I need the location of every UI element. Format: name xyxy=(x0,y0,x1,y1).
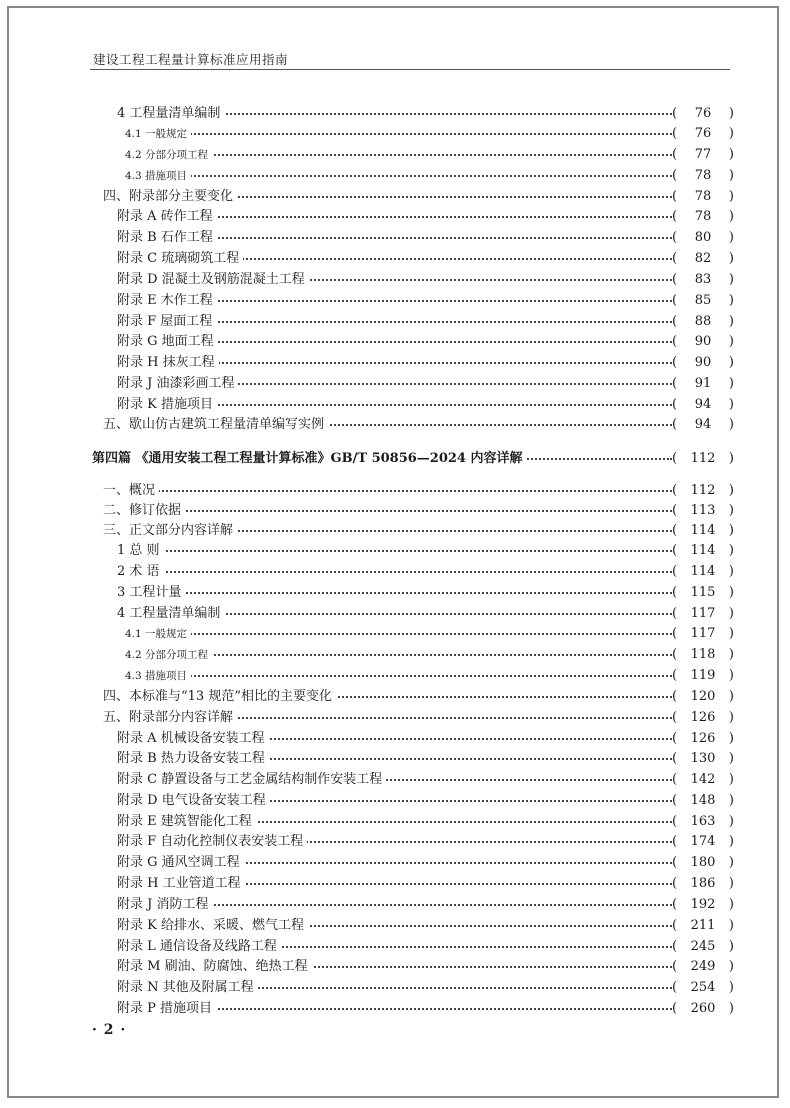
toc-entry xyxy=(0,395,790,415)
close-paren: ) xyxy=(728,710,734,725)
open-paren: ( xyxy=(672,647,678,662)
close-paren: ) xyxy=(728,897,734,912)
page-value: 120 xyxy=(690,689,716,704)
page-value: 76 xyxy=(694,126,712,141)
open-paren: ( xyxy=(672,564,678,579)
toc-page-number xyxy=(672,937,734,957)
toc-page-number xyxy=(672,415,734,435)
toc-entry xyxy=(0,270,790,290)
toc-entry-title: 第四篇 《通用安装工程工程量计算标准》GB/T 50856—2024 内容详解 xyxy=(92,449,527,469)
open-paren: ( xyxy=(672,710,678,725)
close-paren: ) xyxy=(728,334,734,349)
page-value: 80 xyxy=(694,230,712,245)
page-value: 90 xyxy=(694,355,712,370)
page-value: 126 xyxy=(690,710,716,725)
toc-page-number xyxy=(672,332,734,352)
toc-entry xyxy=(0,166,790,186)
toc-page-number xyxy=(672,270,734,290)
toc-entry-title: 附录 K 给排水、采暖、燃气工程 xyxy=(117,916,308,936)
toc-page-number xyxy=(672,708,734,728)
toc-entry-title: 附录 L 通信设备及线路工程 xyxy=(117,937,281,957)
close-paren: ) xyxy=(728,483,734,498)
toc-entry xyxy=(0,415,790,435)
toc-page-number xyxy=(672,449,734,469)
toc-entry xyxy=(0,937,790,957)
leader-dots xyxy=(125,133,672,135)
open-paren: ( xyxy=(672,1001,678,1016)
toc-page-number xyxy=(672,312,734,332)
page-value: 180 xyxy=(690,855,716,870)
page-value: 126 xyxy=(690,731,716,746)
toc-entry-title: 4.3 措施项目 xyxy=(125,166,191,186)
close-paren: ) xyxy=(728,668,734,683)
toc-page-number xyxy=(672,666,734,686)
toc-entry xyxy=(0,708,790,728)
close-paren: ) xyxy=(728,939,734,954)
open-paren: ( xyxy=(672,189,678,204)
toc-page-number xyxy=(672,521,734,541)
toc-page-number xyxy=(672,481,734,501)
close-paren: ) xyxy=(728,543,734,558)
open-paren: ( xyxy=(672,751,678,766)
toc-page-number xyxy=(672,978,734,998)
close-paren: ) xyxy=(728,855,734,870)
page-value: 118 xyxy=(690,647,716,662)
toc-entry xyxy=(0,999,790,1019)
page-value: 94 xyxy=(694,417,712,432)
page-value: 192 xyxy=(690,897,716,912)
open-paren: ( xyxy=(672,918,678,933)
toc-entry xyxy=(0,583,790,603)
leader-dots xyxy=(103,490,672,492)
toc-entry-title: 附录 M 刷油、防腐蚀、绝热工程 xyxy=(117,957,312,977)
close-paren: ) xyxy=(728,772,734,787)
open-paren: ( xyxy=(672,106,678,121)
page-value: 90 xyxy=(694,334,712,349)
toc-entry-title: 附录 D 混凝土及钢筋混凝土工程 xyxy=(117,270,309,290)
toc-entry xyxy=(0,957,790,977)
toc-entry xyxy=(0,978,790,998)
open-paren: ( xyxy=(672,959,678,974)
page-value: 186 xyxy=(690,876,716,891)
close-paren: ) xyxy=(728,1001,734,1016)
toc-entry xyxy=(0,521,790,541)
page-value: 115 xyxy=(690,585,716,600)
toc-entry-title: 附录 B 热力设备安装工程 xyxy=(117,749,269,769)
close-paren: ) xyxy=(728,314,734,329)
toc-entry-title: 4.2 分部分项工程 xyxy=(125,145,212,165)
toc-entry xyxy=(0,353,790,373)
toc-entry xyxy=(0,791,790,811)
toc-entry-title: 二、修订依据 xyxy=(103,501,185,521)
toc-page-number xyxy=(672,291,734,311)
running-header: 建设工程工程量计算标准应用指南 xyxy=(93,52,289,67)
toc-entry xyxy=(0,645,790,665)
toc-page-number xyxy=(672,104,734,124)
open-paren: ( xyxy=(672,834,678,849)
leader-dots xyxy=(117,592,672,594)
toc-entry-title: 三、正文部分内容详解 xyxy=(103,521,237,541)
open-paren: ( xyxy=(672,523,678,538)
toc-entry xyxy=(0,666,790,686)
open-paren: ( xyxy=(672,855,678,870)
toc-entry xyxy=(0,291,790,311)
toc-page-number xyxy=(672,374,734,394)
toc-entry-title: 四、附录部分主要变化 xyxy=(103,187,237,207)
toc-page-number xyxy=(672,874,734,894)
close-paren: ) xyxy=(728,251,734,266)
toc-entry xyxy=(0,249,790,269)
toc-entry-title: 四、本标准与“13 规范”相比的主要变化 xyxy=(103,687,336,707)
close-paren: ) xyxy=(728,918,734,933)
page-value: 94 xyxy=(694,397,712,412)
toc-page-number xyxy=(672,228,734,248)
toc-page-number xyxy=(672,395,734,415)
toc-entry xyxy=(0,207,790,227)
leader-dots xyxy=(125,675,672,677)
page-value: 174 xyxy=(690,834,716,849)
toc-entry xyxy=(0,124,790,144)
open-paren: ( xyxy=(672,230,678,245)
close-paren: ) xyxy=(728,209,734,224)
toc-entry-title: 附录 A 砖作工程 xyxy=(117,207,217,227)
close-paren: ) xyxy=(728,980,734,995)
close-paren: ) xyxy=(728,189,734,204)
toc-page-number xyxy=(672,353,734,373)
close-paren: ) xyxy=(728,376,734,391)
open-paren: ( xyxy=(672,668,678,683)
page-value: 78 xyxy=(694,168,712,183)
open-paren: ( xyxy=(672,731,678,746)
page-value: 260 xyxy=(690,1001,716,1016)
page-value: 117 xyxy=(690,626,716,641)
open-paren: ( xyxy=(672,397,678,412)
open-paren: ( xyxy=(672,314,678,329)
page-value: 163 xyxy=(690,814,716,829)
toc-entry-title: 4 工程量清单编制 xyxy=(117,604,224,624)
toc-page-number xyxy=(672,249,734,269)
close-paren: ) xyxy=(728,503,734,518)
open-paren: ( xyxy=(672,543,678,558)
open-paren: ( xyxy=(672,503,678,518)
toc-entry-title: 附录 F 自动化控制仪表安装工程 xyxy=(117,832,307,852)
toc-entry xyxy=(0,916,790,936)
close-paren: ) xyxy=(728,793,734,808)
close-paren: ) xyxy=(728,126,734,141)
page-value: 78 xyxy=(694,189,712,204)
open-paren: ( xyxy=(672,251,678,266)
toc-entry xyxy=(0,449,790,469)
close-paren: ) xyxy=(728,834,734,849)
toc-page-number xyxy=(672,166,734,186)
open-paren: ( xyxy=(672,451,678,466)
open-paren: ( xyxy=(672,585,678,600)
open-paren: ( xyxy=(672,606,678,621)
toc-page-number xyxy=(672,729,734,749)
toc-entry-title: 附录 E 建筑智能化工程 xyxy=(117,812,256,832)
toc-entry-title: 附录 C 琉璃砌筑工程 xyxy=(117,249,243,269)
close-paren: ) xyxy=(728,397,734,412)
open-paren: ( xyxy=(672,168,678,183)
page-value: 85 xyxy=(694,293,712,308)
toc-page-number xyxy=(672,207,734,227)
page-value: 112 xyxy=(690,483,716,498)
toc-entry-title: 附录 F 屋面工程 xyxy=(117,312,216,332)
toc-entry xyxy=(0,187,790,207)
toc-page-number xyxy=(672,562,734,582)
toc-page-number xyxy=(672,604,734,624)
toc-entry xyxy=(0,770,790,790)
page-value: 130 xyxy=(690,751,716,766)
toc-page-number xyxy=(672,957,734,977)
toc-entry-title: 4.1 一般规定 xyxy=(125,124,191,144)
toc-entry xyxy=(0,895,790,915)
toc-page-number xyxy=(672,124,734,144)
open-paren: ( xyxy=(672,293,678,308)
page-value: 148 xyxy=(690,793,716,808)
toc-entry-title: 4 工程量清单编制 xyxy=(117,104,224,124)
toc-page-number xyxy=(672,645,734,665)
close-paren: ) xyxy=(728,230,734,245)
toc-page-number xyxy=(672,895,734,915)
page-value: 114 xyxy=(690,564,716,579)
open-paren: ( xyxy=(672,939,678,954)
close-paren: ) xyxy=(728,355,734,370)
toc-entry xyxy=(0,604,790,624)
close-paren: ) xyxy=(728,647,734,662)
close-paren: ) xyxy=(728,585,734,600)
toc-entry xyxy=(0,481,790,501)
toc-entry-title: 一、概况 xyxy=(103,481,159,501)
page-value: 249 xyxy=(690,959,716,974)
open-paren: ( xyxy=(672,272,678,287)
page-value: 254 xyxy=(690,980,716,995)
toc-entry-title: 附录 E 木作工程 xyxy=(117,291,217,311)
close-paren: ) xyxy=(728,959,734,974)
toc-entry-title: 附录 C 静置设备与工艺金属结构制作安装工程 xyxy=(117,770,386,790)
page-value: 78 xyxy=(694,209,712,224)
close-paren: ) xyxy=(728,876,734,891)
open-paren: ( xyxy=(672,376,678,391)
toc-entry-title: 2 术 语 xyxy=(117,562,164,582)
toc-page-number xyxy=(672,145,734,165)
open-paren: ( xyxy=(672,147,678,162)
toc-page-number xyxy=(672,770,734,790)
open-paren: ( xyxy=(672,772,678,787)
open-paren: ( xyxy=(672,980,678,995)
open-paren: ( xyxy=(672,355,678,370)
page-value: 211 xyxy=(690,918,716,933)
open-paren: ( xyxy=(672,897,678,912)
toc-entry-title: 附录 J 油漆彩画工程 xyxy=(117,374,238,394)
page-value: 113 xyxy=(690,503,716,518)
close-paren: ) xyxy=(728,751,734,766)
close-paren: ) xyxy=(728,814,734,829)
toc-entry-title: 4.3 措施项目 xyxy=(125,666,191,686)
open-paren: ( xyxy=(672,209,678,224)
toc-page-number xyxy=(672,687,734,707)
page-value: 245 xyxy=(690,939,716,954)
toc-page-number xyxy=(672,583,734,603)
toc-entry xyxy=(0,624,790,644)
leader-dots xyxy=(125,175,672,177)
close-paren: ) xyxy=(728,417,734,432)
toc-entry-title: 附录 H 抹灰工程 xyxy=(117,353,219,373)
toc-entry xyxy=(0,562,790,582)
toc-entry xyxy=(0,501,790,521)
page-value: 91 xyxy=(694,376,712,391)
close-paren: ) xyxy=(728,451,734,466)
toc-entry-title: 附录 D 电气设备安装工程 xyxy=(117,791,270,811)
open-paren: ( xyxy=(672,483,678,498)
toc-entry-title: 附录 K 措施项目 xyxy=(117,395,217,415)
toc-entry xyxy=(0,374,790,394)
close-paren: ) xyxy=(728,626,734,641)
toc-entry xyxy=(0,812,790,832)
open-paren: ( xyxy=(672,126,678,141)
toc-page-number xyxy=(672,791,734,811)
close-paren: ) xyxy=(728,293,734,308)
toc-entry-title: 附录 H 工业管道工程 xyxy=(117,874,245,894)
leader-dots xyxy=(117,571,672,573)
page-value: 117 xyxy=(690,606,716,621)
leader-dots xyxy=(117,550,672,552)
toc-entry xyxy=(0,332,790,352)
close-paren: ) xyxy=(728,147,734,162)
leader-dots xyxy=(125,633,672,635)
toc-page-number xyxy=(672,501,734,521)
close-paren: ) xyxy=(728,606,734,621)
close-paren: ) xyxy=(728,168,734,183)
open-paren: ( xyxy=(672,814,678,829)
page-value: 112 xyxy=(690,451,716,466)
open-paren: ( xyxy=(672,876,678,891)
toc-page-number xyxy=(672,541,734,561)
close-paren: ) xyxy=(728,106,734,121)
toc-page-number xyxy=(672,853,734,873)
toc-entry-title: 附录 N 其他及附属工程 xyxy=(117,978,258,998)
toc-page-number xyxy=(672,187,734,207)
toc-entry-title: 附录 A 机械设备安装工程 xyxy=(117,729,269,749)
close-paren: ) xyxy=(728,689,734,704)
toc-entry xyxy=(0,145,790,165)
page-value: 77 xyxy=(694,147,712,162)
toc-entry xyxy=(0,541,790,561)
open-paren: ( xyxy=(672,626,678,641)
leader-dots xyxy=(103,510,672,512)
page-value: 119 xyxy=(690,668,716,683)
toc-entry xyxy=(0,874,790,894)
toc-entry-title: 1 总 则 xyxy=(117,541,164,561)
page-value: 88 xyxy=(694,314,712,329)
open-paren: ( xyxy=(672,334,678,349)
close-paren: ) xyxy=(728,272,734,287)
toc-entry-title: 五、歇山仿古建筑工程量清单编写实例 xyxy=(103,415,328,435)
toc-entry-title: 4.2 分部分项工程 xyxy=(125,645,212,665)
page-value: 82 xyxy=(694,251,712,266)
toc-page-number xyxy=(672,916,734,936)
page-value: 114 xyxy=(690,543,716,558)
close-paren: ) xyxy=(728,523,734,538)
toc-entry xyxy=(0,832,790,852)
toc-entry-title: 附录 G 地面工程 xyxy=(117,332,218,352)
toc-entry xyxy=(0,104,790,124)
open-paren: ( xyxy=(672,793,678,808)
toc-entry-title: 附录 J 消防工程 xyxy=(117,895,212,915)
toc-entry xyxy=(0,312,790,332)
header-rule xyxy=(90,69,730,70)
open-paren: ( xyxy=(672,689,678,704)
open-paren: ( xyxy=(672,417,678,432)
page-number: · 2 · xyxy=(92,1022,127,1038)
toc-entry-title: 五、附录部分内容详解 xyxy=(103,708,237,728)
close-paren: ) xyxy=(728,564,734,579)
toc-page-number xyxy=(672,812,734,832)
toc-page-number xyxy=(672,999,734,1019)
toc-entry xyxy=(0,228,790,248)
toc-entry-title: 3 工程计量 xyxy=(117,583,185,603)
toc-entry xyxy=(0,749,790,769)
toc-entry xyxy=(0,687,790,707)
page-value: 114 xyxy=(690,523,716,538)
toc-page-number xyxy=(672,749,734,769)
toc-entry-title: 附录 P 措施项目 xyxy=(117,999,216,1019)
toc-entry-title: 4.1 一般规定 xyxy=(125,624,191,644)
toc-entry-title: 附录 B 石作工程 xyxy=(117,228,217,248)
toc-entry-title: 附录 G 通风空调工程 xyxy=(117,853,244,873)
toc-entry xyxy=(0,729,790,749)
toc-page-number xyxy=(672,624,734,644)
page-value: 142 xyxy=(690,772,716,787)
close-paren: ) xyxy=(728,731,734,746)
toc-page-number xyxy=(672,832,734,852)
toc-entry xyxy=(0,853,790,873)
page-value: 76 xyxy=(694,106,712,121)
page-value: 83 xyxy=(694,272,712,287)
